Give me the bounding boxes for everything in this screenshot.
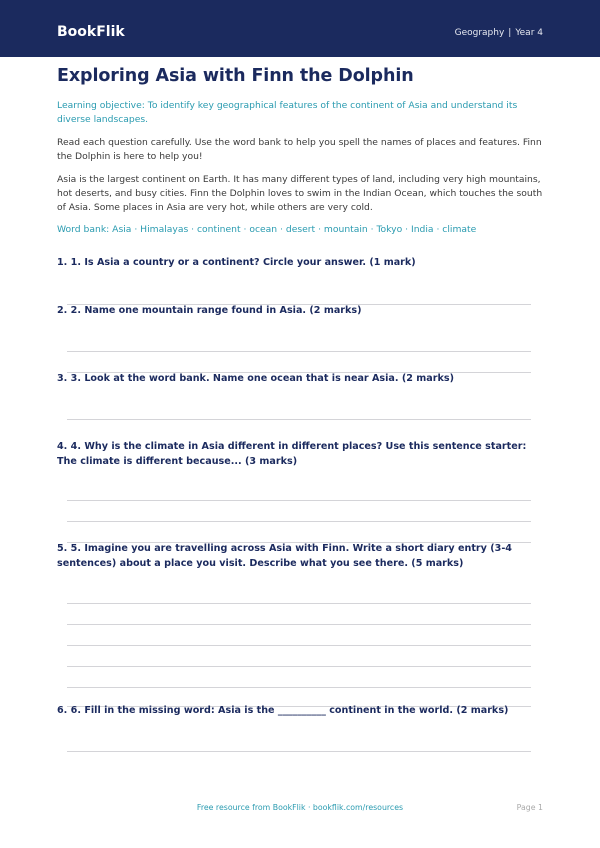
answer-line[interactable] — [67, 603, 531, 604]
question-3: 3. 3. Look at the word bank. Name one ocean that is near Asia. (2 marks) — [57, 373, 454, 384]
answer-line[interactable] — [67, 500, 531, 501]
footer-text: Free resource from BookFlik · bookflik.com/resources — [196, 803, 404, 812]
question-2: 2. 2. Name one mountain range found in Asia. (2 marks) — [57, 305, 362, 316]
year-label: Year 4 — [515, 28, 543, 38]
learning-objective: Learning objective: To identify key geographical features of the continent of Asia and understand its diverse landscapes. — [57, 100, 518, 125]
answer-line[interactable] — [67, 751, 531, 752]
page-number: Page 1 — [516, 803, 543, 812]
worksheet-title: Exploring Asia with Finn the Dolphin — [57, 66, 414, 86]
separator: | — [508, 28, 512, 38]
answer-line[interactable] — [67, 624, 531, 625]
answer-line[interactable] — [67, 666, 531, 667]
worksheet-intro — [57, 64, 543, 237]
intro-text: Asia is the largest continent on Earth. It has many different types of land, including very high mountains, hot deserts, and busy cities. Finn the Dolphin loves to swim in the Indian Ocean, which touches the south of Asia. Some places in Asia are very hot, while others are very cold. — [57, 174, 543, 213]
answer-line[interactable] — [67, 351, 531, 352]
answer-line[interactable] — [67, 645, 531, 646]
subject-label: Geography — [454, 28, 505, 38]
word-bank: Word bank: Asia · Himalayas · continent · ocean · desert · mountain · Tokyo · India · climate — [57, 224, 477, 235]
question-5: 5. 5. Imagine you are travelling across Asia with Finn. Write a short diary entry (3-4 sentences) about a place you visit. Describe what you see there. (5 marks) — [57, 543, 512, 569]
question-4: 4. 4. Why is the climate in Asia different in different places? Use this sentence starter: The climate is different because... (3 marks) — [57, 441, 527, 467]
page-header — [0, 0, 600, 57]
answer-line[interactable] — [67, 687, 531, 688]
instructions-text: Read each question carefully. Use the word bank to help you spell the names of places and features. Finn the Dolphin is here to help you! — [57, 137, 542, 162]
question-1: 1. 1. Is Asia a country or a continent? Circle your answer. (1 mark) — [57, 257, 416, 268]
question-6: 6. 6. Fill in the missing word: Asia is the __________ continent in the world. (2 marks) — [57, 705, 509, 716]
brand-logo-text: BookFlik — [57, 24, 125, 40]
subject-year-label — [455, 27, 543, 39]
answer-line[interactable] — [67, 419, 531, 420]
answer-line[interactable] — [67, 521, 531, 522]
